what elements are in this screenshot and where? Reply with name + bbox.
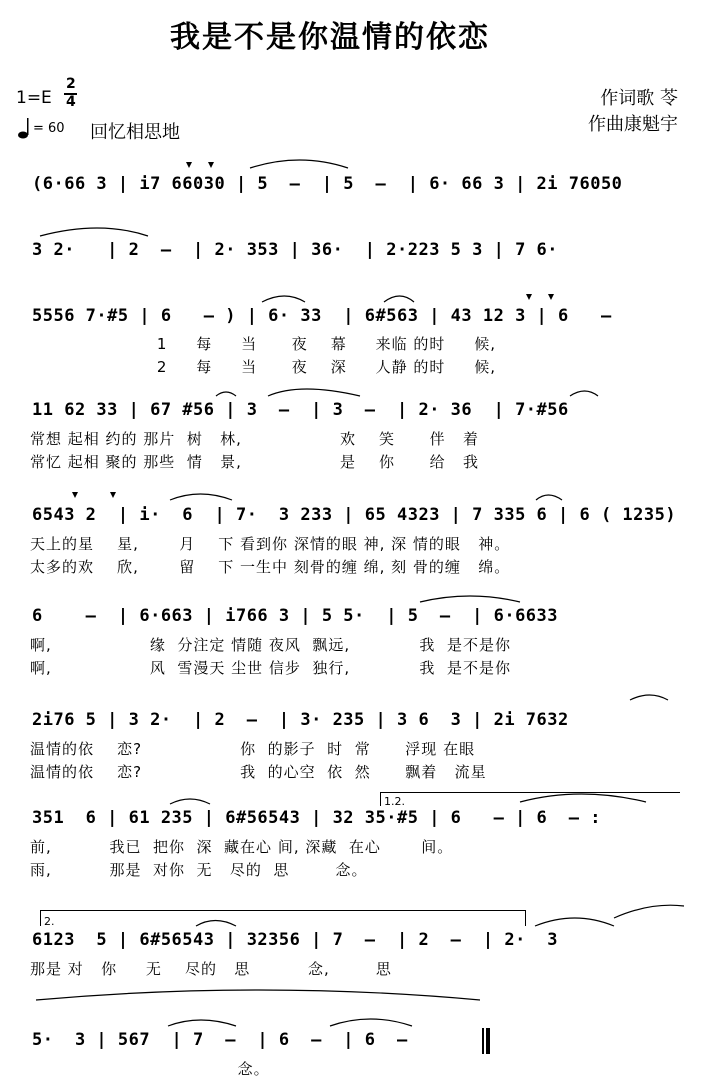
notation-system-7: 2i76 5 | 3 2· | 2 — | 3· 235 | 3 6 3 | 2i 7632 — [32, 710, 569, 730]
lyrics-line-1: 常想 起相 约的 那片 树 林, 欢 笑 伴 着 — [30, 430, 479, 448]
lyricist-credit: 作词歌 苓 — [600, 88, 678, 109]
notation-system-2: 3 2· | 2 — | 2· 353 | 36· | 2·223 5 3 | 7 6· — [32, 240, 559, 260]
volta-bracket — [40, 910, 526, 911]
volta-bracket-label: 2. — [44, 915, 55, 928]
notation-system-3: 5556 7·#5 | 6 — ) | 6· 33 | 6#563 | 43 12 3 | 6 — — [32, 306, 612, 326]
lyrics-line-1: 前, 我已 把你 深 藏在心 间, 深藏 在心 间。 — [30, 838, 454, 856]
composer-credit: 作曲康魁宇 — [588, 114, 678, 135]
final-barline-thick — [486, 1028, 490, 1054]
lyrics-line-1: 1 每 当 夜 幕 来临 的时 候, — [30, 335, 497, 353]
volta-bracket — [380, 792, 680, 793]
lyrics-line-2: 2 每 当 夜 深 人静 的时 候, — [30, 358, 497, 376]
lyrics-line-1: 啊, 缘 分注定 情随 夜风 飘远, 我 是不是你 — [30, 636, 511, 654]
mood-marking: 回忆相思地 — [90, 122, 180, 143]
lyrics-line-1: 那是 对 你 无 尽的 思 念, 思 — [30, 960, 392, 978]
lyrics-line-2: 常忆 起相 聚的 那些 情 景, 是 你 给 我 — [30, 453, 479, 471]
volta-bracket-edge — [525, 910, 526, 926]
time-signature-top: 2 — [66, 76, 76, 92]
lyrics-line-2: 太多的欢 欣, 留 下 一生中 刻骨的缠 绵, 刻 骨的缠 绵。 — [30, 558, 511, 576]
lyrics-line-1: 温情的依 恋? 你 的影子 时 常 浮现 在眼 — [30, 740, 476, 758]
key-signature: 1=E — [16, 88, 52, 108]
lyrics-line-2: 啊, 风 雪漫天 尘世 信步 独行, 我 是不是你 — [30, 659, 511, 677]
notation-system-4: 11 62 33 | 67 #56 | 3 — | 3 — | 2· 36 | 7·#56 — [32, 400, 569, 420]
tempo-mark: = 60 — [33, 121, 65, 136]
notation-system-9: 6123 5 | 6#56543 | 32356 | 7 — | 2 — | 2· 3 — [32, 930, 559, 950]
lyrics-line-2: 温情的依 恋? 我 的心空 依 然 飘着 流星 — [30, 763, 487, 781]
volta-bracket-label: 1.2. — [384, 795, 405, 808]
final-barline-thin — [482, 1028, 484, 1054]
volta-bracket-edge — [40, 910, 41, 926]
song-title: 我是不是你温情的依恋 — [170, 20, 490, 55]
lyrics-line-1: 天上的星 星, 月 下 看到你 深情的眼 神, 深 情的眼 神。 — [30, 535, 511, 553]
notation-system-10: 5· 3 | 567 | 7 — | 6 — | 6 — — [32, 1030, 408, 1050]
notation-system-6: 6 — | 6·663 | i766 3 | 5 5· | 5 — | 6·6633 — [32, 606, 559, 626]
lyrics-line-1: 念。 — [30, 1060, 270, 1078]
volta-bracket-edge — [380, 792, 381, 806]
time-signature-bottom: 4 — [66, 94, 76, 110]
quarter-note-icon — [18, 116, 32, 144]
lyrics-line-2: 雨, 那是 对你 无 尽的 思 念。 — [30, 861, 368, 879]
notation-system-5: 6543 2 | i· 6 | 7· 3 233 | 65 4323 | 7 335 6 | 6 ( 1235) — [32, 505, 677, 525]
notation-system-8: 351 6 | 61 235 | 6#56543 | 32 35·#5 | 6 — | 6 — : — [32, 808, 601, 828]
notation-system-1: (6·66 3 | i7 66030 | 5 — | 5 — | 6· 66 3 | 2i 76050 — [32, 174, 623, 194]
